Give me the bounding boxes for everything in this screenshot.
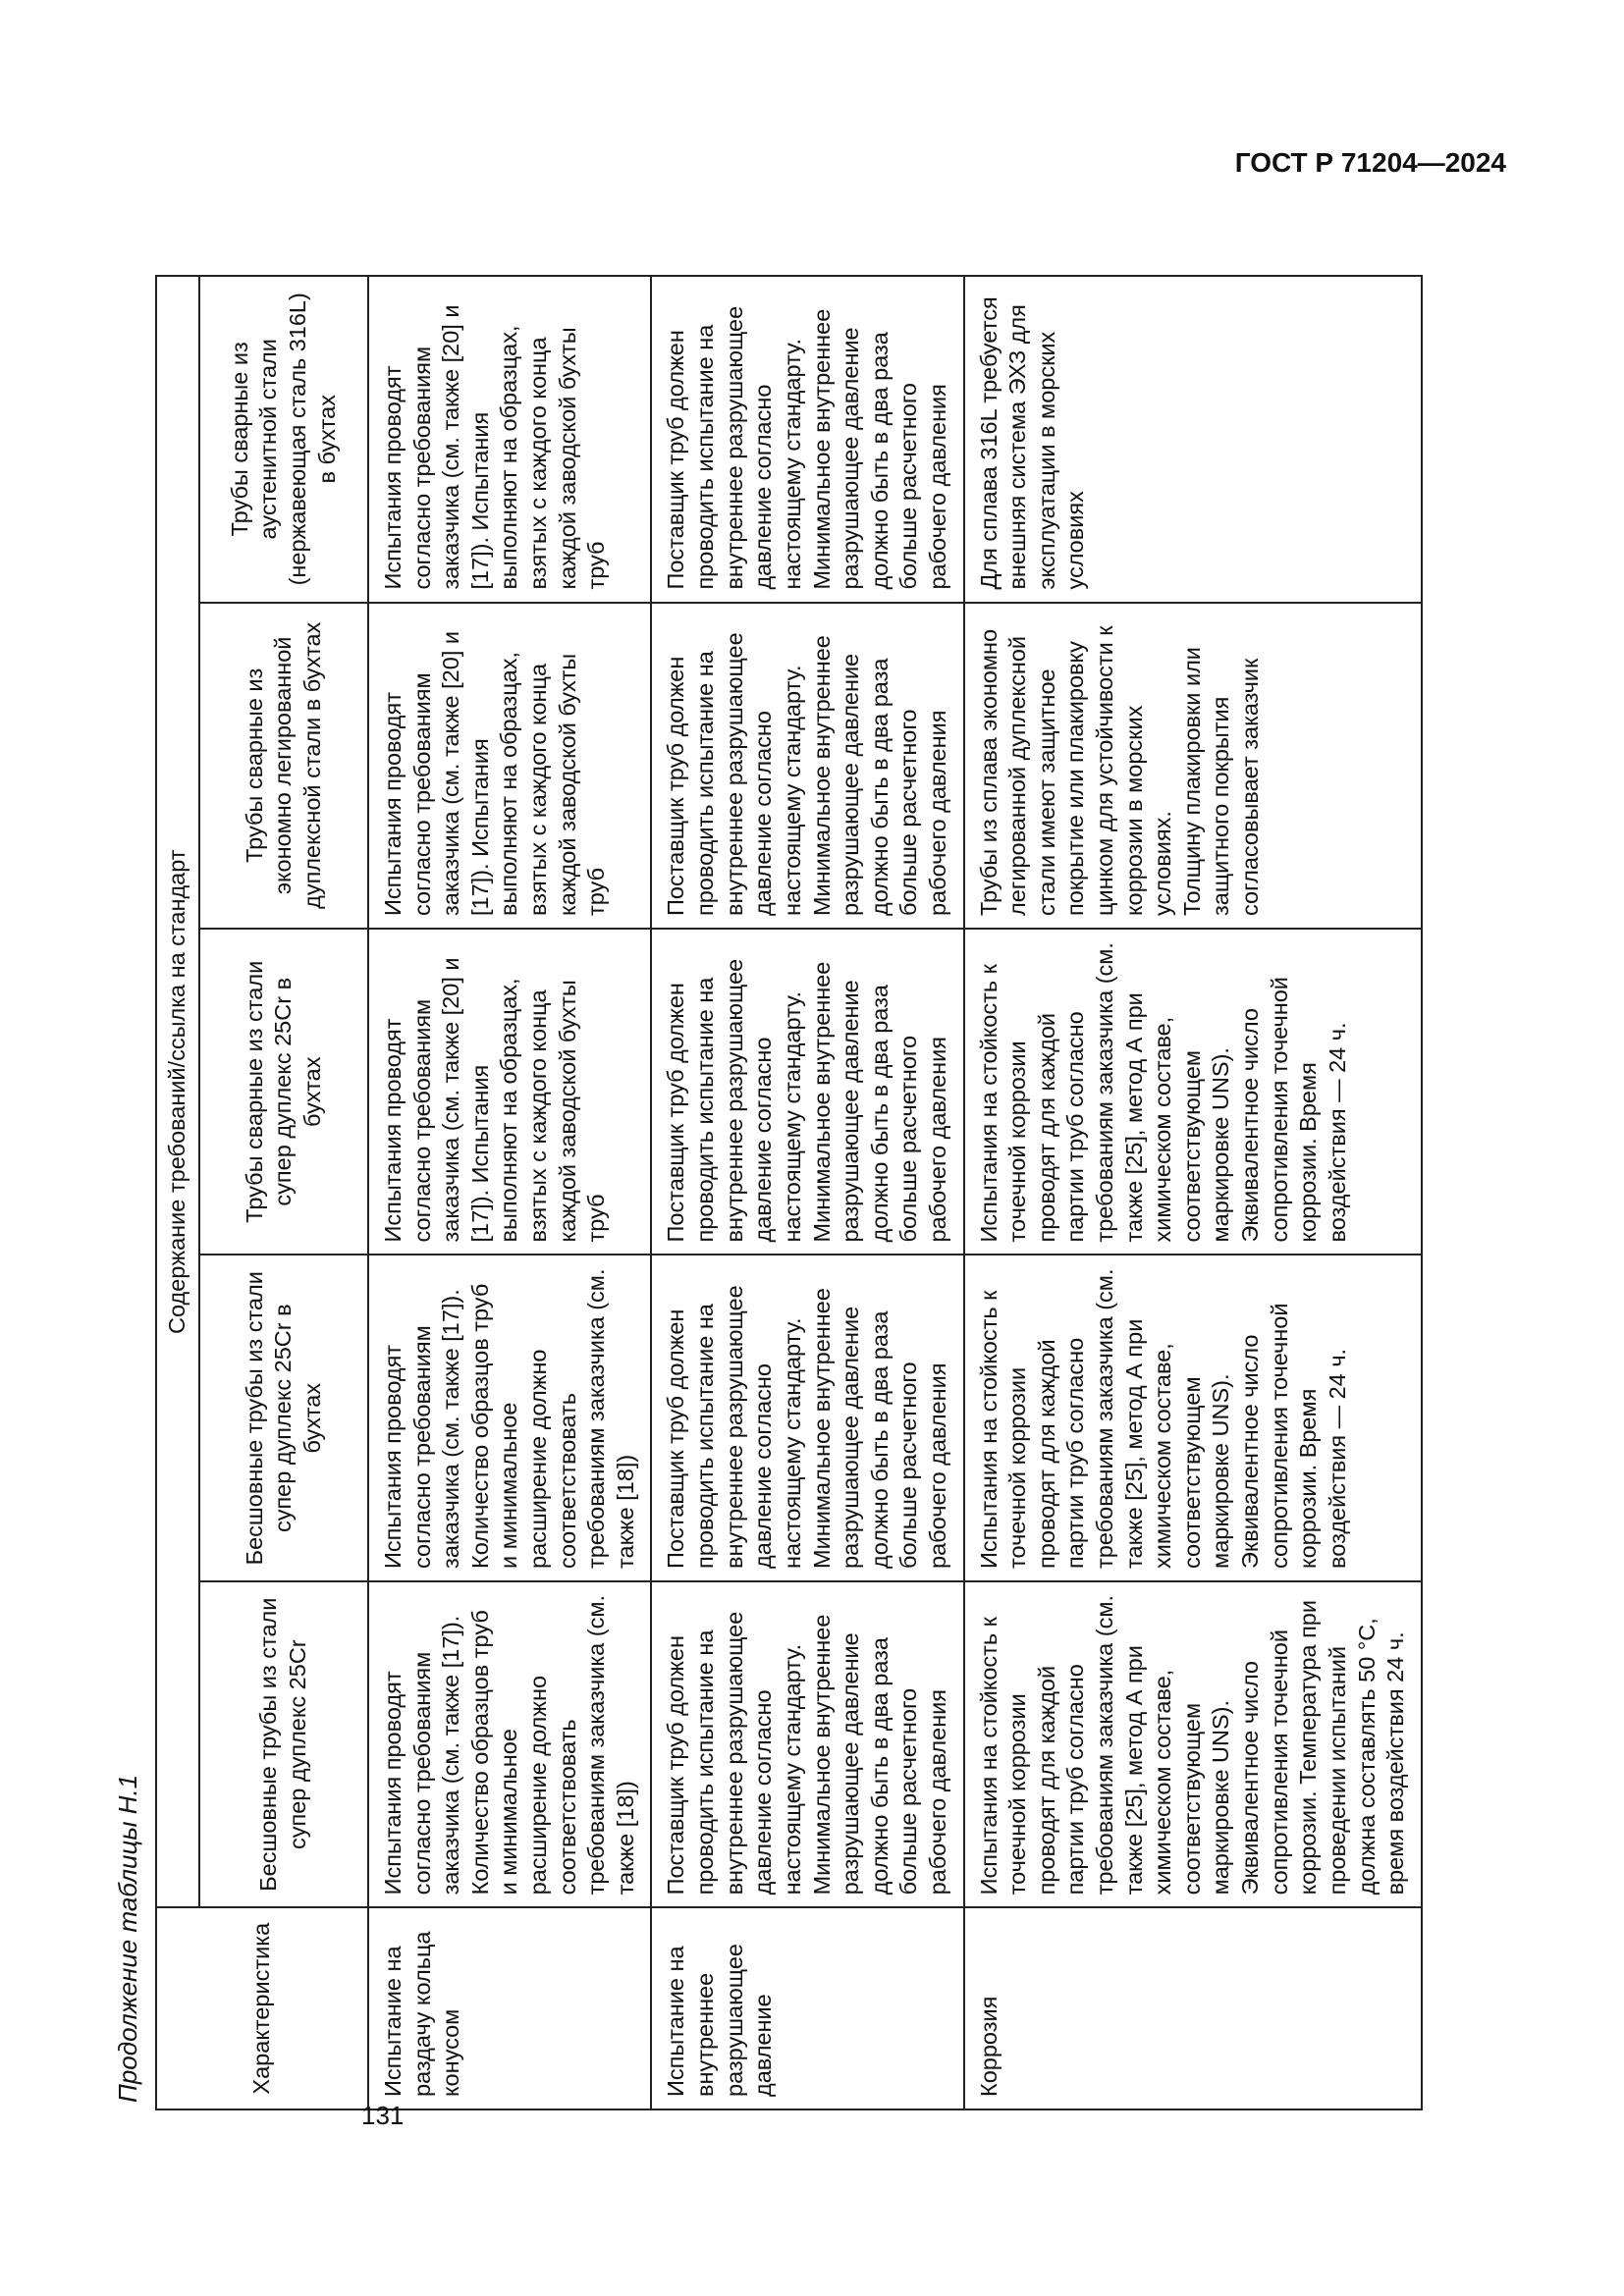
requirements-table xyxy=(155,275,1423,2110)
table-cell: Испытания на стойкость к точечной коррозии проводят для каждой партии труб согласно требованиям заказчика (см. также [25], метод А при химическом составе, соответствующем маркировке UNS). Эквивалентное число сопротивления точечной коррозии. Температура при проведении испытаний должна составлять 50 °С, время воздействия 24 ч. xyxy=(964,1581,1422,1907)
table-cell: Испытания проводят согласно требованиям заказчика (см. также [20] и [17]). Испытания выполняют на образцах, взятых с каждого конца каждой заводской бухты труб xyxy=(368,603,651,929)
characteristic-cell: Испытание на раздачу кольца конусом xyxy=(368,1907,651,2109)
table-cell: Поставщик труб должен проводить испытание на внутреннее разрушающее давление согласно настоящему стандарту. Минимальное внутреннее разрушающее давление должно быть в два раза больше расчетного рабочего давления xyxy=(651,603,963,929)
table-caption: Продолжение таблицы Н.1 xyxy=(113,1774,142,2103)
table-header-row xyxy=(156,276,199,2109)
table-cell: Поставщик труб должен проводить испытание на внутреннее разрушающее давление согласно настоящему стандарту. Минимальное внутреннее разрушающее давление должно быть в два раза больше расчетного рабочего давления xyxy=(651,929,963,1255)
table-cell: Испытания проводят согласно требованиям заказчика (см. также [20] и [17]). Испытания выполняют на образцах, взятых с каждого конца каждой заводской бухты труб xyxy=(368,929,651,1255)
column-header: Трубы сварные из аустенитной стали (нержавеющая сталь 316L) в бухтах xyxy=(199,276,368,603)
group-header: Содержание требований/ссылка на стандарт xyxy=(156,276,199,1907)
table-cell: Испытания на стойкость к точечной коррозии проводят для каждой партии труб согласно требованиям заказчика (см. также [25], метод А при химическом составе, соответствующем маркировке UNS). Эквивалентное число сопротивления точечной коррозии. Время воздействия — 24 ч. xyxy=(964,1255,1422,1580)
rotated-table-block xyxy=(108,226,1443,2110)
table-cell: Испытания проводят согласно требованиям заказчика (см. также [17]). Количество образцов труб и минимальное расширение должно соответствовать требованиям заказчика (см. также [18]) xyxy=(368,1581,651,1907)
table-cell: Поставщик труб должен проводить испытание на внутреннее разрушающее давление согласно настоящему стандарту. Минимальное внутреннее разрушающее давление должно быть в два раза больше расчетного рабочего давления xyxy=(651,1255,963,1580)
page-number: 131 xyxy=(361,2101,405,2130)
column-header: Трубы сварные из стали супер дуплекс 25Cr в бухтах xyxy=(199,929,368,1255)
table-row xyxy=(651,276,963,2109)
table-cell: Для сплава 316L требуется внешняя система ЭХЗ для эксплуатации в морских условиях xyxy=(964,276,1422,603)
column-header: Бесшовные трубы из стали супер дуплекс 25Cr в бухтах xyxy=(199,1255,368,1580)
characteristic-cell: Испытание на внутреннее разрушающее давление xyxy=(651,1907,963,2109)
table-row xyxy=(368,276,651,2109)
table-row xyxy=(964,276,1422,2109)
characteristic-header: Характеристика xyxy=(156,1907,368,2109)
characteristic-cell: Коррозия xyxy=(964,1907,1422,2109)
column-header: Трубы сварные из экономно легированной дуплексной стали в бухтах xyxy=(199,603,368,929)
column-header-row xyxy=(199,276,368,2109)
table-cell: Поставщик труб должен проводить испытание на внутреннее разрушающее давление согласно настоящему стандарту. Минимальное внутреннее разрушающее давление должно быть в два раза больше расчетного рабочего давления xyxy=(651,1581,963,1907)
table-cell: Испытания проводят согласно требованиям заказчика (см. также [20] и [17]). Испытания выполняют на образцах, взятых с каждого конца каждой заводской бухты труб xyxy=(368,276,651,603)
table-cell: Испытания проводят согласно требованиям заказчика (см. также [17]). Количество образцов труб и минимальное расширение должно соответствовать требованиям заказчика (см. также [18]) xyxy=(368,1255,651,1580)
table-cell: Поставщик труб должен проводить испытание на внутреннее разрушающее давление согласно настоящему стандарту. Минимальное внутреннее разрушающее давление должно быть в два раза больше расчетного рабочего давления xyxy=(651,276,963,603)
table-cell: Испытания на стойкость к точечной коррозии проводят для каждой партии труб согласно требованиям заказчика (см. также [25], метод А при химическом составе, соответствующем маркировке UNS). Эквивалентное число сопротивления точечной коррозии. Время воздействия — 24 ч. xyxy=(964,929,1422,1255)
document-header: ГОСТ Р 71204—2024 xyxy=(1234,147,1506,178)
column-header: Бесшовные трубы из стали супер дуплекс 25Cr xyxy=(199,1581,368,1907)
table-cell: Трубы из сплава экономно легированной дуплексной стали имеют защитное покрытие или плакировку цинком для устойчивости к коррозии в морских условиях. Толщину плакировки или защитного покрытия согласовывает заказчик xyxy=(964,603,1422,929)
